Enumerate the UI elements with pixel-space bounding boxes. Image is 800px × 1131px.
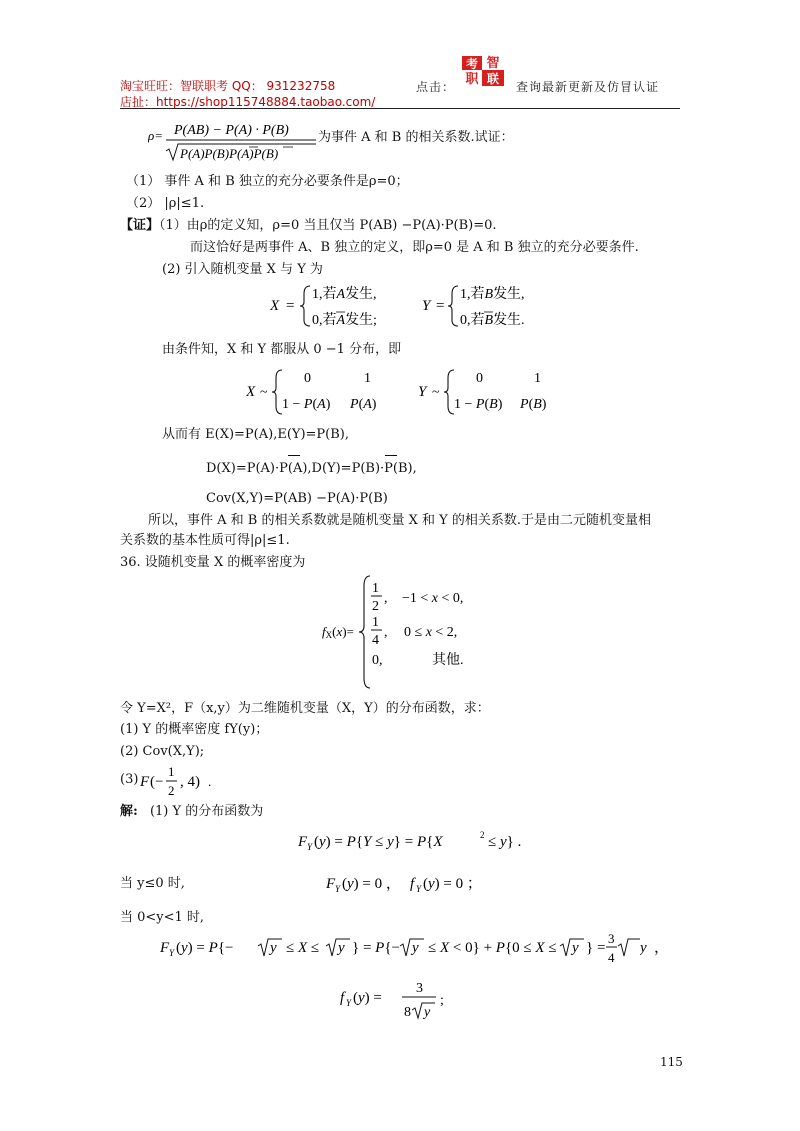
rho-def-suffix: 为事件 A 和 B 的相关系数.试证： <box>318 130 514 145</box>
svg-text:P(A)P(B)P(A)P(B): P(A)P(B)P(A)P(B) <box>180 146 279 161</box>
svg-text:≤ X ≤: ≤ X ≤ <box>286 940 320 956</box>
q36-let: 令 Y=X²，F（x,y）为二维随机变量（X，Y）的分布函数，求： <box>120 701 490 716</box>
svg-text:F: F <box>160 940 170 956</box>
svg-text:Y: Y <box>416 884 422 894</box>
svg-text:} =: } = <box>586 940 606 956</box>
svg-text:0: 0 <box>476 371 483 386</box>
svg-text:≤ X < 0} + P{0 ≤ X ≤: ≤ X < 0} + P{0 ≤ X ≤ <box>428 940 557 956</box>
svg-text:X: X <box>246 384 256 400</box>
xy-distributions <box>246 366 566 422</box>
svg-text:F: F <box>326 876 336 892</box>
svg-text:联: 联 <box>486 72 500 86</box>
svg-text:Y: Y <box>335 884 341 894</box>
svg-text:，: ， <box>654 940 670 956</box>
svg-text:Y: Y <box>169 948 175 958</box>
svg-text:F: F <box>140 774 150 790</box>
svg-text:y: y <box>572 940 579 956</box>
b-complement-bar <box>385 455 397 456</box>
svg-text:X: X <box>270 298 280 314</box>
solution-tag: 解: <box>120 804 138 819</box>
shop-label: 淘宝旺旺：智联职考 QQ： 931232758 <box>120 79 336 93</box>
svg-text:(y) = P{−: (y) = P{− <box>176 940 234 956</box>
page-number: 115 <box>660 1055 683 1069</box>
claim-2: （2） |ρ|≤1. <box>126 196 205 211</box>
svg-text:0: 0 <box>304 371 311 386</box>
proof-line-6: D(X)=P(A)·P(A),D(Y)=P(B)·P(B), <box>206 461 417 476</box>
part-c-prefix: (3) <box>120 772 139 787</box>
solution-line-1 <box>120 804 263 820</box>
xy-definitions <box>270 282 540 334</box>
svg-text:0,: 0, <box>372 653 383 668</box>
proof-line-4: 由条件知，X 和 Y 都服从 0 −1 分布，即 <box>162 342 402 357</box>
svg-text:1: 1 <box>168 764 175 779</box>
proof-line-7: Cov(X,Y)=P(AB) −P(A)·P(B) <box>206 491 388 506</box>
proof-line-3: (2) 引入随机变量 X 与 Y 为 <box>162 262 323 277</box>
verification-text: 查询最新更新及仿冒认证 <box>516 80 660 94</box>
svg-text:(y) = 0 ，: (y) = 0 ， <box>342 876 401 892</box>
svg-text:其他.: 其他. <box>432 653 464 668</box>
svg-text:,: , <box>384 591 388 606</box>
svg-text:Y: Y <box>307 842 313 852</box>
proof-line-9: 关系数的基本性质可得|ρ|≤1. <box>120 533 290 548</box>
proof-line-5: 从而有 E(X)=P(A),E(Y)=P(B), <box>162 427 350 442</box>
proof-text-1: （1）由ρ的定义知，ρ=0 当且仅当 P(AB) −P(A)·P(B)=0. <box>159 218 497 233</box>
svg-text:−1 < x < 0,: −1 < x < 0, <box>402 591 464 606</box>
svg-text:y: y <box>640 940 647 956</box>
svg-text:(y) = 0 ；: (y) = 0 ； <box>423 876 482 892</box>
proof-line-8: 所以，事件 A 和 B 的相关系数就是随机变量 X 和 Y 的相关系数.于是由二元随机变量相 <box>148 513 651 528</box>
svg-text:职: 职 <box>465 71 479 86</box>
svg-text:Y: Y <box>346 998 352 1008</box>
svg-text:0,若B发生.: 0,若B发生. <box>460 313 525 328</box>
shop-url[interactable]: 店扯：https://shop115748884.taobao.com/ <box>120 95 376 109</box>
svg-text:3: 3 <box>608 931 615 946</box>
svg-text:(y) =: (y) = <box>353 990 382 1006</box>
svg-text:(−: (− <box>150 774 164 790</box>
svg-text:考: 考 <box>465 57 479 71</box>
svg-text:} = P{−: } = P{− <box>352 940 401 956</box>
svg-text:1: 1 <box>372 615 379 630</box>
svg-text:1: 1 <box>534 371 541 386</box>
brand-logo[interactable] <box>462 54 504 88</box>
svg-text:~: ~ <box>260 385 268 400</box>
svg-text:Y: Y <box>418 384 427 400</box>
svg-text:≤ y} .: ≤ y} . <box>488 834 522 850</box>
case-1-label: 当 y≤0 时, <box>120 876 185 891</box>
q36-part-a: (1) Y 的概率密度 fY(y)； <box>120 722 269 737</box>
svg-text:(y) = P{Y ≤ y} = P{X: (y) = P{Y ≤ y} = P{X <box>314 834 443 850</box>
svg-text:.: . <box>208 774 212 789</box>
case-1-formula <box>326 870 496 898</box>
svg-text:,: , <box>384 625 388 640</box>
case-2-label: 当 0<y<1 时, <box>120 910 205 925</box>
svg-text:智: 智 <box>486 55 500 70</box>
proof-tag: 【证】 <box>120 218 160 233</box>
svg-text:1: 1 <box>364 371 371 386</box>
svg-text:f: f <box>410 876 415 892</box>
svg-text:P(AB) − P(A) · P(B): P(AB) − P(A) · P(B) <box>174 123 289 138</box>
q36-intro: 36. 设随机变量 X 的概率密度为 <box>120 555 306 570</box>
q36-part-b: (2) Cov(X,Y); <box>120 744 205 759</box>
svg-text:=: = <box>436 298 445 314</box>
svg-text:2: 2 <box>480 830 485 840</box>
click-label: 点击： <box>416 80 456 94</box>
svg-text:f: f <box>340 990 345 1006</box>
svg-text:1 − P(B): 1 − P(B) <box>454 397 503 412</box>
svg-text:1,若B发生,: 1,若B发生, <box>460 287 525 302</box>
svg-text:F: F <box>298 834 308 850</box>
svg-text:3: 3 <box>416 981 423 996</box>
svg-text:0 ≤ x < 2,: 0 ≤ x < 2, <box>404 625 458 640</box>
svg-text:~: ~ <box>432 385 440 400</box>
svg-text:2: 2 <box>168 783 175 798</box>
svg-text:y: y <box>412 940 419 956</box>
svg-text:;: ; <box>440 993 444 1008</box>
svg-text:0,若A发生;: 0,若A发生; <box>312 313 377 328</box>
svg-text:fX(x)=: fX(x)= <box>322 624 354 640</box>
svg-text:y: y <box>424 1005 431 1020</box>
density-fx <box>322 574 502 696</box>
svg-text:2: 2 <box>372 599 379 614</box>
svg-text:y: y <box>270 940 277 956</box>
a-complement-bar <box>288 455 300 456</box>
svg-text:4: 4 <box>608 950 615 965</box>
svg-text:1: 1 <box>372 581 379 596</box>
svg-text:1 − P(A): 1 − P(A) <box>282 397 331 412</box>
proof-line-1 <box>120 218 497 234</box>
solution-text-1: (1) Y 的分布函数为 <box>149 804 264 819</box>
claim-1: （1） 事件 A 和 B 独立的充分必要条件是ρ=0； <box>126 174 409 189</box>
svg-text:4: 4 <box>372 633 379 648</box>
header-rule <box>120 108 680 109</box>
svg-text:, 4): , 4) <box>180 774 200 790</box>
svg-text:=: = <box>286 298 295 314</box>
svg-text:8: 8 <box>404 1005 411 1020</box>
fy-definition <box>298 828 538 858</box>
svg-text:1,若A发生,: 1,若A发生, <box>312 287 377 302</box>
rho-definition <box>148 118 318 168</box>
svg-text:P(B): P(B) <box>520 397 547 412</box>
svg-text:ρ=: ρ= <box>148 128 164 143</box>
case-2-pdf-formula <box>340 976 460 1028</box>
svg-text:Y: Y <box>422 298 431 314</box>
cdf-tail <box>640 938 670 962</box>
proof-line-2: 而这恰好是两事件 A、B 独立的定义，即ρ=0 是 A 和 B 独立的充分必要条件. <box>190 240 639 255</box>
svg-text:P(A): P(A) <box>350 397 377 412</box>
svg-text:y: y <box>338 940 345 956</box>
case-2-cdf-formula <box>160 926 640 974</box>
